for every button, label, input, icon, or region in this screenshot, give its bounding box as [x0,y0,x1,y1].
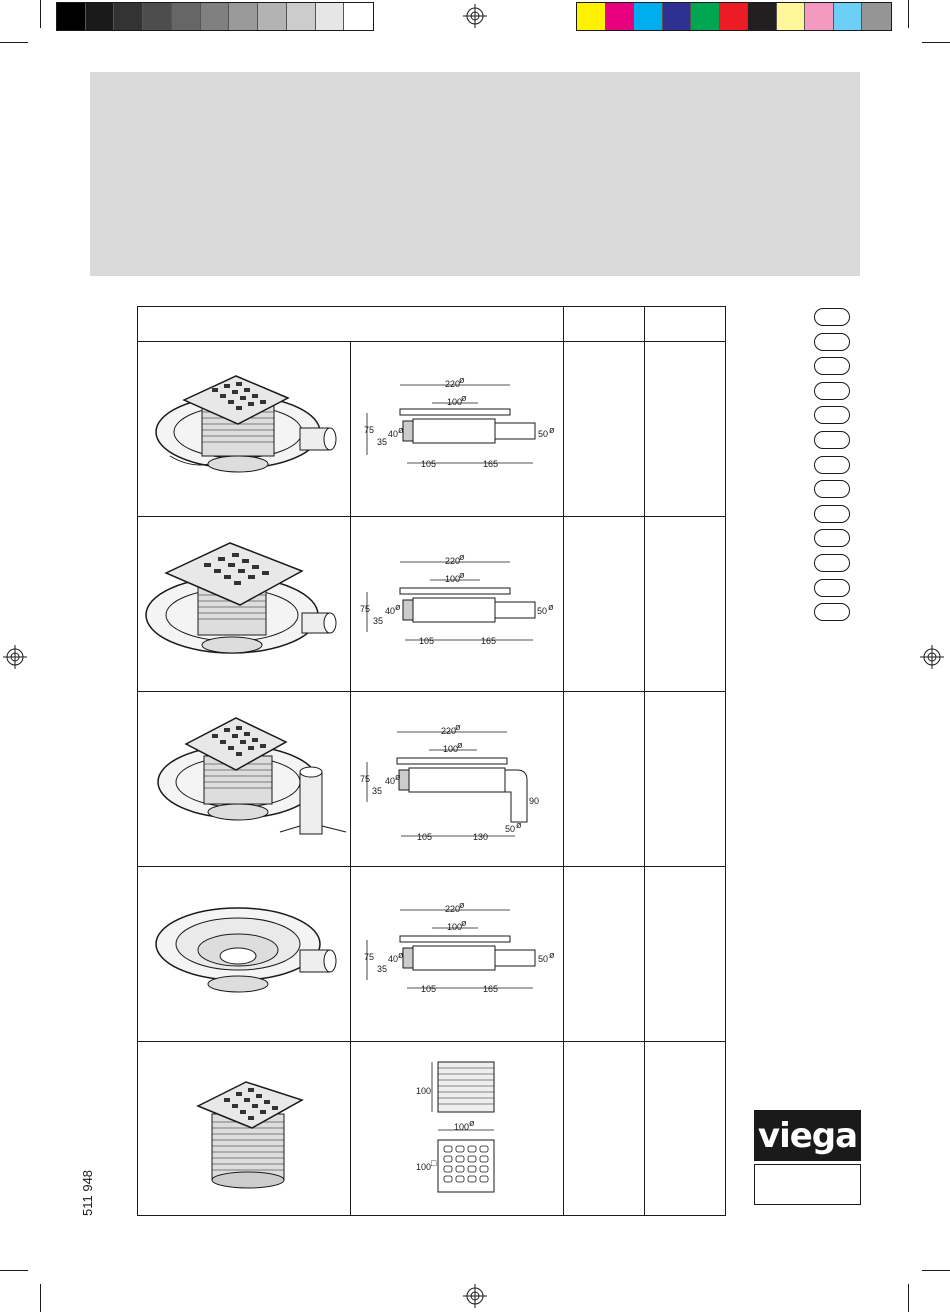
dimension-drawing [355,375,560,475]
calibration-swatch [720,3,749,30]
dimension-drawing [355,900,560,1000]
dim-seal-height: 40 [388,429,399,439]
crop-mark [922,42,950,43]
language-circle[interactable] [814,333,850,351]
dim-outlet: 50 [538,429,549,439]
dim-total-height: 75 [360,774,371,784]
dim-width-top: 220 [441,726,457,736]
dim-width-top: 220 [445,556,461,566]
calibration-swatch [663,3,692,30]
svg-text:ø: ø [459,570,465,580]
logo-sub-box [754,1164,861,1205]
calibration-swatch [577,3,606,30]
language-circle[interactable] [814,505,850,523]
dim-outlet: 50 [538,954,549,964]
language-circle[interactable] [814,456,850,474]
dim-width-grate: 100 [443,744,459,754]
gray-calibration-bar [56,2,374,31]
registration-mark-icon [463,4,487,28]
document-code: 511 948 [80,1169,95,1216]
svg-text:ø: ø [461,918,467,928]
svg-text:ø: ø [459,552,465,562]
calibration-swatch [316,3,345,30]
language-circle[interactable] [814,554,850,572]
registration-mark-icon [463,1284,487,1308]
language-circle[interactable] [814,382,850,400]
calibration-swatch [114,3,143,30]
table-divider [644,306,645,1216]
crop-mark [922,1270,950,1271]
dim-width-grate: 100 [447,397,463,407]
drain-product-illustration [150,708,350,848]
svg-text:ø: ø [395,772,401,782]
svg-text:ø: ø [516,820,522,830]
dim-total-height: 75 [360,604,371,614]
calibration-swatch [57,3,86,30]
svg-text:ø: ø [469,1118,475,1128]
table-divider [137,516,726,517]
calibration-swatch [258,3,287,30]
grate-insert-illustration [190,1070,310,1200]
calibration-swatch [748,3,777,30]
dim-lower-height: 35 [372,786,383,796]
dim-grate-square: 100 [416,1162,432,1172]
crop-mark [908,1284,909,1312]
dim-outlet: 50 [537,606,548,616]
language-circle[interactable] [814,603,850,621]
dim-total-height: 75 [364,425,375,435]
svg-text:ø: ø [398,425,404,435]
crop-mark [0,1270,28,1271]
crop-mark [40,1284,41,1312]
dim-right-length: 165 [481,636,497,646]
crop-mark [0,42,28,43]
dim-width-grate: 100 [447,922,463,932]
calibration-swatch [691,3,720,30]
calibration-swatch [143,3,172,30]
dimension-drawing [355,550,560,650]
table-divider [350,341,351,1216]
calibration-swatch [862,3,891,30]
calibration-swatch [172,3,201,30]
dim-grate-width: 100 [454,1122,470,1132]
svg-text:ø: ø [455,722,461,732]
color-calibration-bar [576,2,892,31]
calibration-swatch [287,3,316,30]
svg-text:ø: ø [548,602,554,612]
dim-lower-height: 35 [377,437,388,447]
language-circle[interactable] [814,431,850,449]
dim-lower-height: 35 [373,616,384,626]
dim-width-grate: 100 [445,574,461,584]
table-divider [137,691,726,692]
dim-seal-height: 40 [385,606,396,616]
crop-mark [40,0,41,28]
grate-dimension-drawing [410,1058,510,1198]
dim-left-length: 105 [421,984,437,994]
dim-grate-height: 100 [416,1086,432,1096]
language-circle[interactable] [814,480,850,498]
calibration-swatch [805,3,834,30]
table-divider [563,306,564,1216]
dim-width-top: 220 [445,904,461,914]
calibration-swatch [201,3,230,30]
calibration-swatch [606,3,635,30]
svg-text:ø: ø [459,375,465,385]
header-gray-block [90,72,860,276]
dim-seal-height: 40 [388,954,399,964]
language-circle[interactable] [814,308,850,326]
drain-product-illustration [142,535,342,665]
language-circle[interactable] [814,579,850,597]
dim-right-length: 165 [483,459,499,469]
language-circle[interactable] [814,406,850,424]
dim-right-length: 165 [483,984,499,994]
dim-width-top: 220 [445,379,461,389]
svg-text:ø: ø [395,602,401,612]
dim-left-length: 105 [417,832,433,842]
svg-text:□: □ [431,1158,437,1168]
drain-product-illustration [150,888,340,1008]
dim-left-length: 105 [421,459,437,469]
registration-mark-icon [920,645,944,669]
dim-lower-height: 35 [377,964,388,974]
svg-text:ø: ø [457,740,463,750]
dim-seal-height: 40 [385,776,396,786]
svg-text:ø: ø [549,425,555,435]
calibration-swatch [86,3,115,30]
svg-text:ø: ø [398,950,404,960]
dim-outlet: 50 [505,824,516,834]
table-divider [137,866,726,867]
table-divider [137,1041,726,1042]
crop-mark [908,0,909,28]
svg-text:ø: ø [461,393,467,403]
dim-right-length: 130 [473,832,489,842]
language-circle[interactable] [814,529,850,547]
drain-product-illustration [150,360,340,490]
registration-mark-icon [3,645,27,669]
dim-total-height: 75 [364,952,375,962]
calibration-swatch [229,3,258,30]
table-divider [137,341,726,342]
svg-text:ø: ø [549,950,555,960]
language-circle[interactable] [814,357,850,375]
calibration-swatch [834,3,863,30]
dim-left-length: 105 [419,636,435,646]
viega-logo: viega [754,1110,861,1161]
calibration-swatch [777,3,806,30]
dimension-drawing [355,722,560,847]
calibration-swatch [344,3,373,30]
svg-text:ø: ø [459,900,465,910]
calibration-swatch [634,3,663,30]
dim-drop: 90 [529,796,540,806]
